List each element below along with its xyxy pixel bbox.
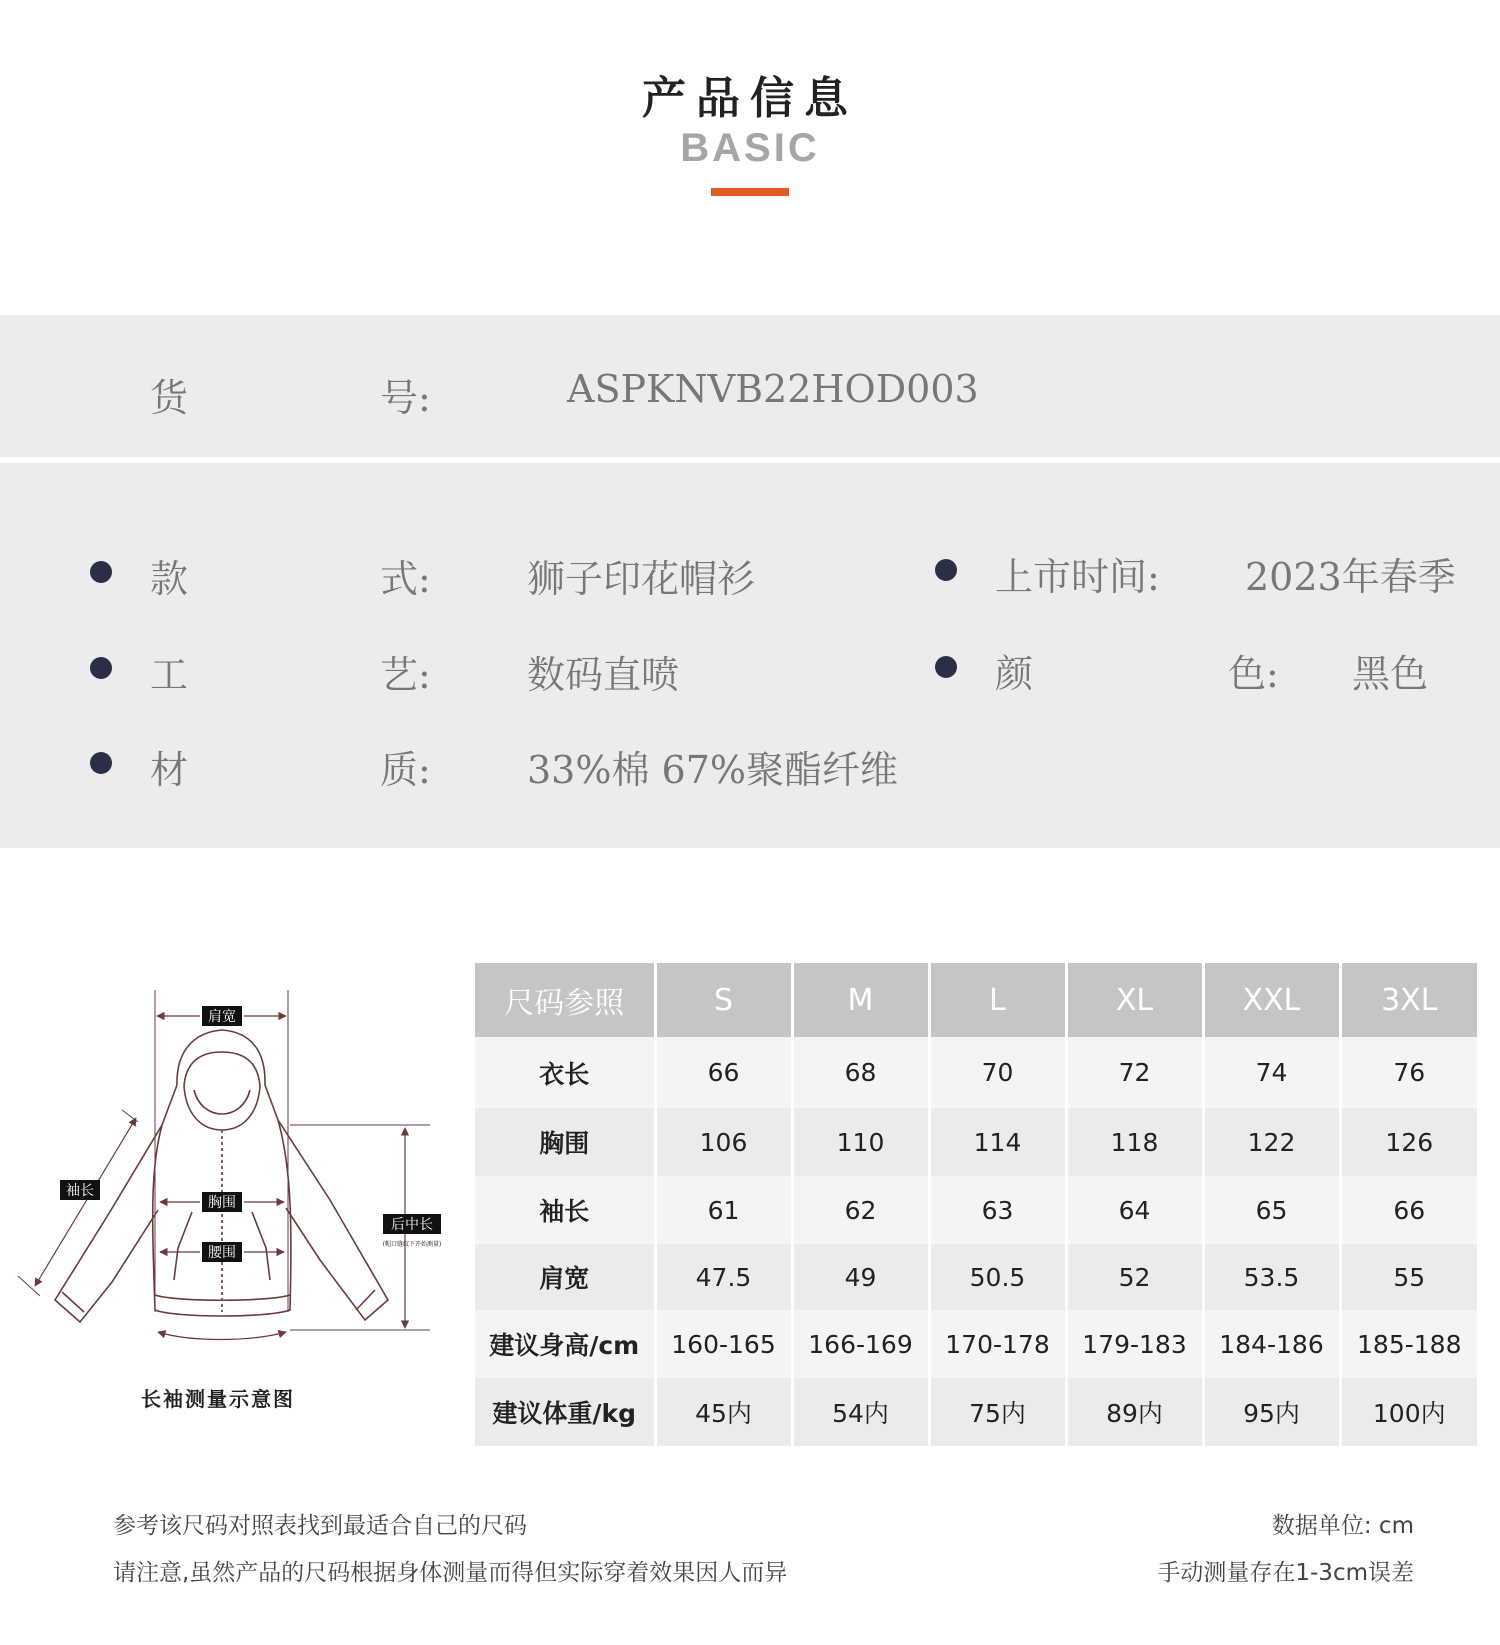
table-cell: 64	[1066, 1176, 1203, 1244]
table-cell: 100内	[1340, 1378, 1477, 1446]
table-cell: 118	[1066, 1108, 1203, 1176]
table-cell: 185-188	[1340, 1310, 1477, 1378]
tag-waist: 腰围	[208, 1245, 236, 1261]
bullet-icon	[90, 561, 112, 583]
code-label-1: 货	[150, 376, 189, 420]
attr-style-label-2: 式:	[380, 557, 431, 601]
table-cell: 110	[792, 1108, 929, 1176]
footer-note-1: 参考该尺码对照表找到最适合自己的尺码	[113, 1513, 527, 1539]
table-cell: 126	[1340, 1108, 1477, 1176]
attr-craft-label-2: 艺:	[380, 653, 431, 697]
table-cell: 53.5	[1203, 1244, 1340, 1310]
row-label: 建议身高/cm	[475, 1310, 655, 1378]
size-table	[475, 963, 1477, 1446]
table-cell: 62	[792, 1176, 929, 1244]
table-row	[475, 1037, 1477, 1108]
table-cell: 70	[929, 1037, 1066, 1108]
footer-unit: 数据单位: cm	[1271, 1513, 1414, 1539]
table-cell: 65	[1203, 1176, 1340, 1244]
tag-sleeve: 袖长	[66, 1183, 94, 1199]
table-cell: 170-178	[929, 1310, 1066, 1378]
title-accent-bar	[711, 188, 789, 196]
table-cell: 52	[1066, 1244, 1203, 1310]
footer-error-note: 手动测量存在1-3cm误差	[1157, 1560, 1414, 1586]
size-header: M	[792, 963, 929, 1037]
table-cell: 179-183	[1066, 1310, 1203, 1378]
attr-material-value: 33%棉 67%聚酯纤维	[527, 748, 899, 792]
page-subtitle: BASIC	[680, 126, 820, 170]
size-header: 3XL	[1340, 963, 1477, 1037]
diagram-caption: 长袖测量示意图	[141, 1387, 295, 1411]
table-cell: 95内	[1203, 1378, 1340, 1446]
table-cell: 50.5	[929, 1244, 1066, 1310]
row-label: 袖长	[475, 1176, 655, 1244]
table-cell: 68	[792, 1037, 929, 1108]
bullet-icon	[935, 656, 957, 678]
size-table-corner: 尺码参照	[475, 963, 655, 1037]
table-cell: 72	[1066, 1037, 1203, 1108]
code-label-2: 号:	[380, 376, 431, 420]
bullet-icon	[935, 559, 957, 581]
table-cell: 45内	[655, 1378, 792, 1446]
attr-launch-value: 2023年春季	[1245, 555, 1456, 599]
attr-style-value: 狮子印花帽衫	[527, 557, 756, 601]
tag-back-length-note: (帽口缝纹下开始测量)	[382, 1241, 442, 1248]
table-cell: 106	[655, 1108, 792, 1176]
table-row	[475, 1176, 1477, 1244]
code-value: ASPKNVB22HOD003	[567, 367, 979, 411]
table-cell: 75内	[929, 1378, 1066, 1446]
row-label: 肩宽	[475, 1244, 655, 1310]
table-cell: 61	[655, 1176, 792, 1244]
row-label: 衣长	[475, 1037, 655, 1108]
hoodie-measurement-diagram	[0, 990, 470, 1420]
row-label: 胸围	[475, 1108, 655, 1176]
table-cell: 160-165	[655, 1310, 792, 1378]
row-label: 建议体重/kg	[475, 1378, 655, 1446]
size-header: L	[929, 963, 1066, 1037]
table-cell: 122	[1203, 1108, 1340, 1176]
footer-note-2: 请注意,虽然产品的尺码根据身体测量而得但实际穿着效果因人而异	[113, 1560, 788, 1586]
attr-material-label-1: 材	[150, 748, 189, 792]
attr-craft-value: 数码直喷	[527, 653, 680, 697]
size-header: S	[655, 963, 792, 1037]
tag-shoulder: 肩宽	[208, 1009, 236, 1025]
page-title: 产品信息	[642, 73, 858, 124]
attr-launch-label: 上市时间:	[995, 555, 1160, 599]
table-row	[475, 1378, 1477, 1446]
attr-craft-label-1: 工	[150, 653, 189, 697]
table-row	[475, 1310, 1477, 1378]
table-cell: 54内	[792, 1378, 929, 1446]
table-cell: 49	[792, 1244, 929, 1310]
table-cell: 66	[655, 1037, 792, 1108]
attr-style-label-1: 款	[150, 557, 189, 601]
table-cell: 55	[1340, 1244, 1477, 1310]
attr-color-label-1: 颜	[995, 652, 1034, 696]
table-cell: 66	[1340, 1176, 1477, 1244]
size-header: XXL	[1203, 963, 1340, 1037]
table-cell: 184-186	[1203, 1310, 1340, 1378]
table-row	[475, 1244, 1477, 1310]
table-cell: 63	[929, 1176, 1066, 1244]
tag-back-length: 后中长	[391, 1217, 433, 1233]
size-header: XL	[1066, 963, 1203, 1037]
table-cell: 74	[1203, 1037, 1340, 1108]
attr-material-label-2: 质:	[380, 748, 431, 792]
tag-chest: 胸围	[208, 1195, 236, 1211]
table-cell: 166-169	[792, 1310, 929, 1378]
attr-color-label-2: 色:	[1228, 652, 1279, 696]
size-header-row	[475, 963, 1477, 1037]
table-cell: 89内	[1066, 1378, 1203, 1446]
table-row	[475, 1108, 1477, 1176]
bullet-icon	[90, 752, 112, 774]
table-cell: 114	[929, 1108, 1066, 1176]
bullet-icon	[90, 657, 112, 679]
table-cell: 47.5	[655, 1244, 792, 1310]
attr-color-value: 黑色	[1352, 652, 1429, 696]
table-cell: 76	[1340, 1037, 1477, 1108]
